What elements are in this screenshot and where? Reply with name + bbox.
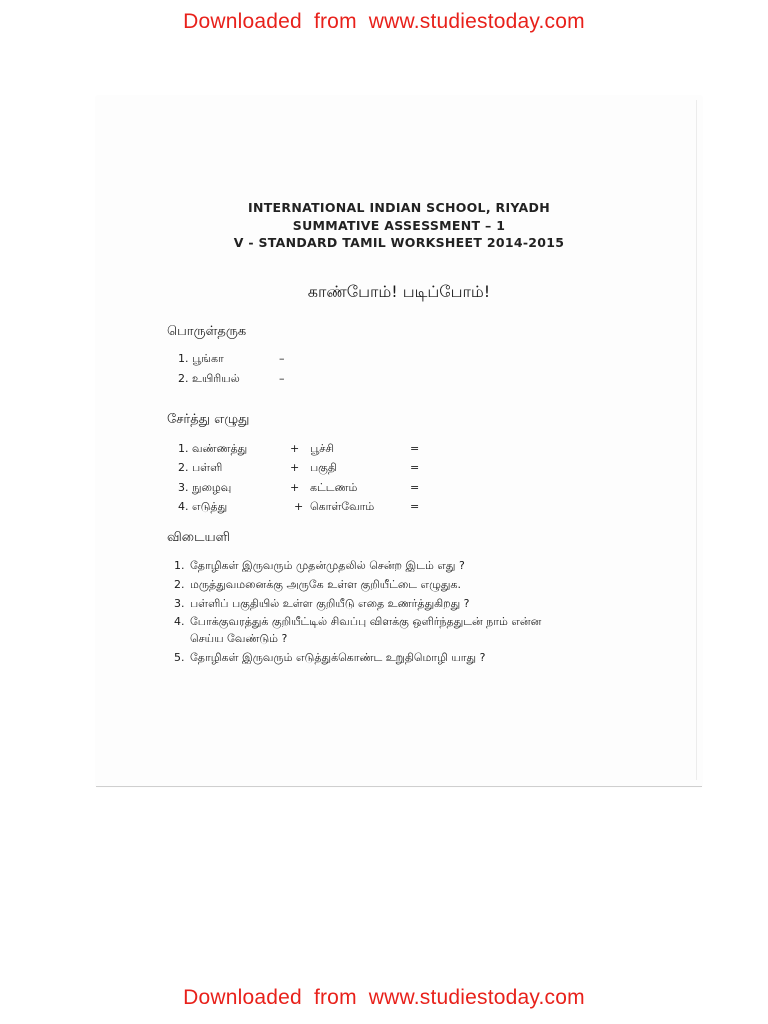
question-number: 1.	[174, 559, 185, 572]
question-number: 3.	[174, 597, 185, 610]
item-word-first: எடுத்து	[192, 500, 228, 513]
item-number: 1.	[178, 442, 189, 455]
item-number: 4.	[178, 500, 189, 513]
question-text: தோழிகள் இருவரும் முதன்முதலில் சென்ற இடம் எது ?	[190, 559, 465, 572]
equals-sign: =	[410, 461, 420, 474]
item-number: 2.	[178, 461, 189, 474]
item-number: 2.	[178, 372, 189, 385]
item-word-first: வண்ணத்து	[192, 442, 248, 455]
question-text: மருத்துவமனைக்கு அருகே உள்ள குறியீட்டை எழுதுக.	[190, 578, 461, 591]
plus-sign: +	[290, 442, 300, 455]
assessment-title: SUMMATIVE ASSESSMENT – 1	[292, 218, 506, 233]
question-text: பள்ளிப் பகுதியில் உள்ள குறியீடு எதை உணர்த்துகிறது ?	[190, 597, 470, 610]
item-word-first: நுழைவு	[192, 481, 232, 494]
item-word: உயிரியல்	[192, 372, 240, 385]
lesson-title: காண்போம்! படிப்போம்!	[307, 282, 491, 301]
question-number: 2.	[174, 578, 185, 591]
download-banner-bottom[interactable]: Downloaded from www.studiestoday.com	[183, 986, 585, 1009]
item-word-first: பள்ளி	[192, 461, 223, 474]
item-number: 1.	[178, 352, 189, 365]
school-name: INTERNATIONAL INDIAN SCHOOL, RIYADH	[248, 200, 550, 215]
equals-sign: =	[410, 442, 420, 455]
section-meaning-heading: பொருள்தருக	[167, 324, 247, 339]
item-word-second: பகுதி	[310, 461, 337, 474]
section-join-heading: சேர்த்து எழுது	[167, 412, 250, 427]
item-dash: –	[279, 352, 285, 365]
item-word-second: கட்டணம்	[310, 481, 358, 494]
question-number: 5.	[174, 651, 185, 664]
question-text: தோழிகள் இருவரும் எடுத்துக்கொண்ட உறுதிமொழி யாது ?	[190, 651, 486, 664]
item-number: 3.	[178, 481, 189, 494]
equals-sign: =	[410, 500, 420, 513]
item-dash: –	[279, 372, 285, 385]
question-number: 4.	[174, 615, 185, 628]
equals-sign: =	[410, 481, 420, 494]
download-banner-top[interactable]: Downloaded from www.studiestoday.com	[183, 10, 585, 33]
item-word: பூங்கா	[192, 352, 224, 365]
scanned-worksheet	[96, 96, 702, 787]
worksheet-title: V - STANDARD TAMIL WORKSHEET 2014-2015	[233, 235, 565, 250]
plus-sign: +	[290, 461, 300, 474]
item-word-second: பூச்சி	[310, 442, 335, 455]
section-answer-heading: விடையளி	[167, 530, 230, 545]
plus-sign: +	[290, 481, 300, 494]
plus-sign: +	[294, 500, 304, 513]
question-text: போக்குவரத்துக் குறியீட்டில் சிவப்பு விளக்கு ஒளிர்ந்ததுடன் நாம் என்ன	[190, 615, 542, 628]
item-word-second: கொள்வோம்	[310, 500, 375, 513]
question-text-continued: செய்ய வேண்டும் ?	[190, 632, 288, 645]
